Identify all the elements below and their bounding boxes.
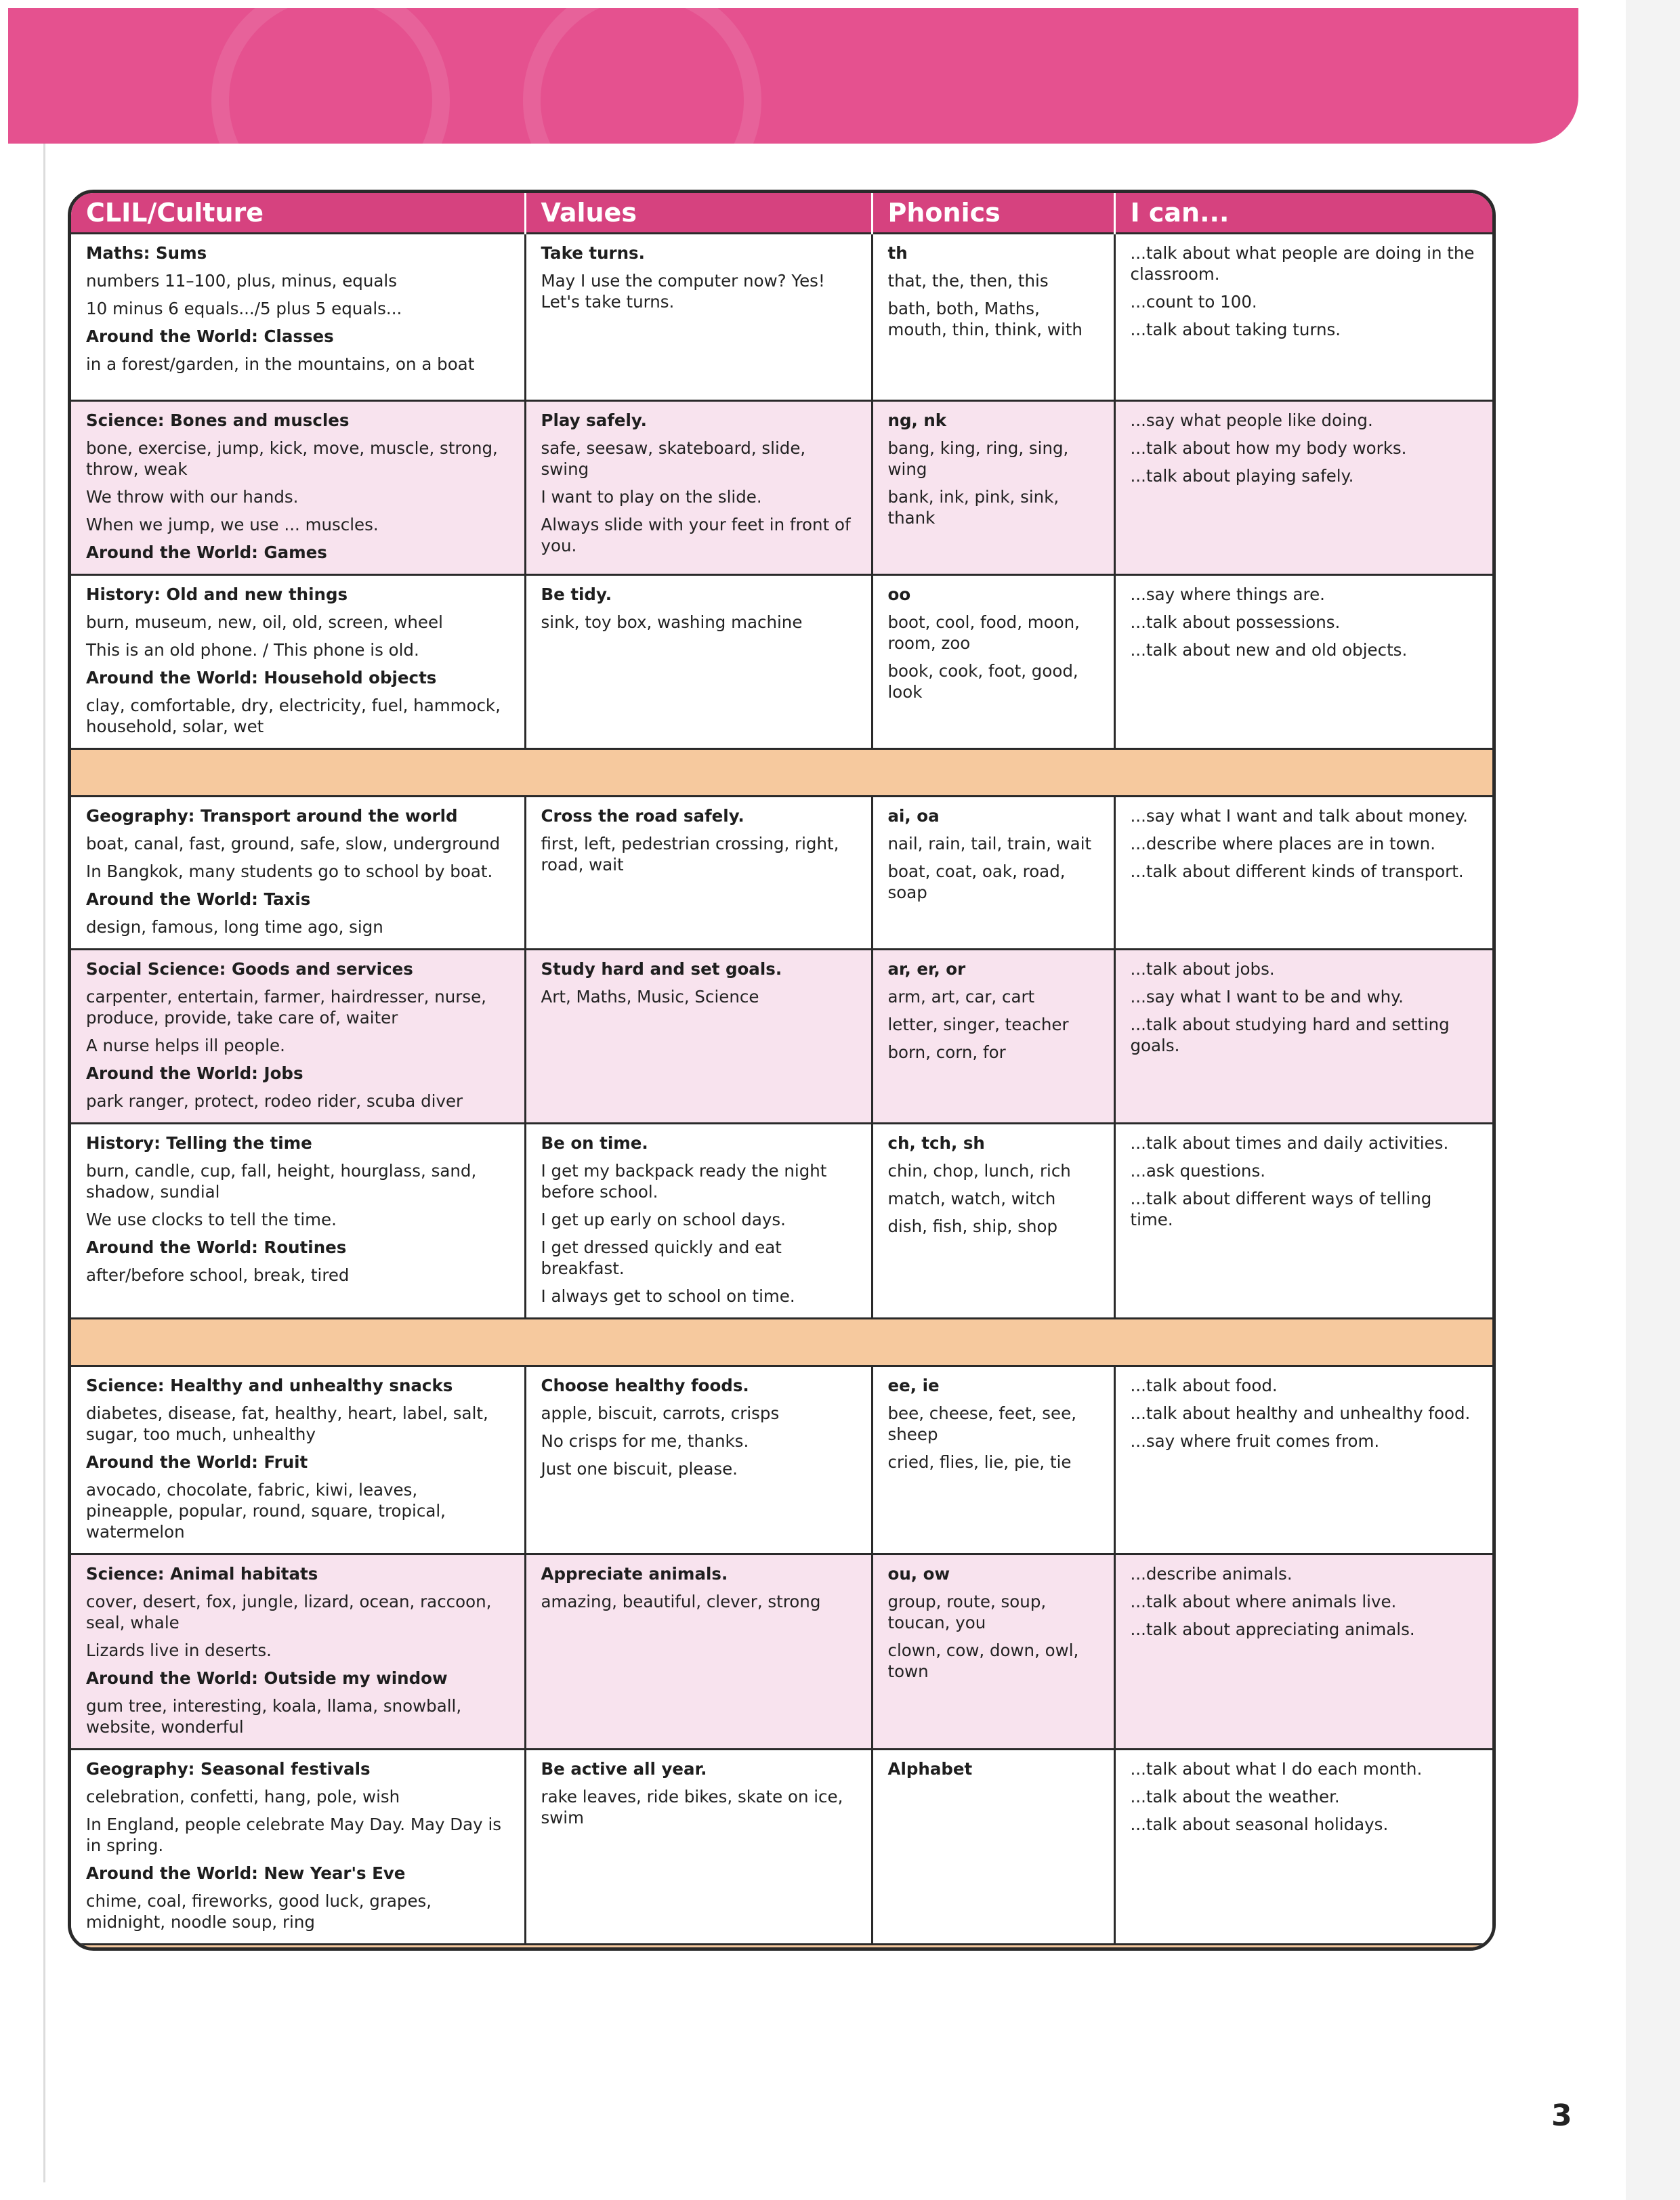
value-line: Just one biscuit, please. <box>541 1459 738 1479</box>
value-title: Take turns. <box>541 243 645 263</box>
around-the-world-title: Around the World: Jobs <box>86 1063 303 1083</box>
clil-vocabulary-line: When we jump, we use ... muscles. <box>86 515 379 534</box>
clil-topic-title: History: Old and new things <box>86 585 348 604</box>
divider-cell <box>71 1319 1492 1366</box>
clil-culture-cell <box>71 401 525 575</box>
i-can-statement: ...describe animals. <box>1130 1564 1293 1584</box>
phonics-words: cried, flies, lie, pie, tie <box>887 1452 1072 1472</box>
value-line: safe, seesaw, skateboard, slide, swing <box>541 438 806 479</box>
unit-row <box>71 1124 1492 1319</box>
values-cell <box>525 1124 872 1319</box>
clil-vocabulary-line: A nurse helps ill people. <box>86 1036 285 1055</box>
section-divider-band <box>71 1945 1492 1951</box>
i-can-cell <box>1114 950 1492 1124</box>
phonics-words: arm, art, car, cart <box>887 987 1035 1007</box>
value-line: first, left, pedestrian crossing, right, road, wait <box>541 834 839 874</box>
i-can-statement: ...say where things are. <box>1130 585 1325 604</box>
phonics-words: match, watch, witch <box>887 1189 1056 1208</box>
column-header-i-can: I can... <box>1114 193 1492 234</box>
phonics-words: boat, coat, oak, road, soap <box>887 862 1066 902</box>
section-divider-band <box>71 1319 1492 1366</box>
clil-vocabulary-line: burn, candle, cup, fall, height, hourglass, sand, shadow, sundial <box>86 1161 477 1202</box>
phonics-words: clown, cow, down, owl, town <box>887 1641 1079 1681</box>
clil-vocabulary-line: boat, canal, fast, ground, safe, slow, underground <box>86 834 501 853</box>
i-can-statement: ...talk about appreciating animals. <box>1130 1620 1415 1639</box>
clil-vocabulary-line: This is an old phone. / This phone is old. <box>86 640 419 660</box>
clil-vocabulary-line: 10 minus 6 equals.../5 plus 5 equals... <box>86 299 402 318</box>
column-header-values: Values <box>525 193 872 234</box>
i-can-statement: ...count to 100. <box>1130 292 1257 312</box>
i-can-statement: ...talk about playing safely. <box>1130 466 1354 486</box>
i-can-statement: ...talk about what I do each month. <box>1130 1759 1423 1779</box>
value-title: Be on time. <box>541 1133 648 1153</box>
phonics-cell <box>872 1554 1114 1750</box>
around-the-world-line: park ranger, protect, rodeo rider, scuba diver <box>86 1091 463 1111</box>
clil-topic-title: Geography: Seasonal festivals <box>86 1759 371 1779</box>
phonics-sound: ch, tch, sh <box>887 1133 985 1153</box>
phonics-sound: ng, nk <box>887 410 947 430</box>
i-can-statement: ...talk about different kinds of transport. <box>1130 862 1464 881</box>
value-line: I want to play on the slide. <box>541 487 762 507</box>
value-line: apple, biscuit, carrots, crisps <box>541 1403 780 1423</box>
banner-globe-decoration <box>523 0 761 219</box>
phonics-words: bee, cheese, feet, see, sheep <box>887 1403 1076 1444</box>
i-can-cell <box>1114 234 1492 401</box>
clil-topic-title: Science: Animal habitats <box>86 1564 318 1584</box>
value-line: Art, Maths, Music, Science <box>541 987 759 1007</box>
around-the-world-title: Around the World: New Year's Eve <box>86 1863 406 1883</box>
value-line: I get up early on school days. <box>541 1210 786 1229</box>
i-can-cell <box>1114 401 1492 575</box>
i-can-statement: ...talk about where animals live. <box>1130 1592 1397 1611</box>
clil-vocabulary-line: We use clocks to tell the time. <box>86 1210 337 1229</box>
clil-topic-title: Science: Healthy and unhealthy snacks <box>86 1376 453 1395</box>
value-line: amazing, beautiful, clever, strong <box>541 1592 821 1611</box>
i-can-statement: ...talk about possessions. <box>1130 612 1341 632</box>
phonics-words: boot, cool, food, moon, room, zoo <box>887 612 1080 653</box>
value-title: Cross the road safely. <box>541 806 744 826</box>
page-left-edge <box>43 144 45 2182</box>
value-title: Be active all year. <box>541 1759 707 1779</box>
column-header-clil: CLIL/Culture <box>71 193 525 234</box>
i-can-statement: ...talk about the weather. <box>1130 1787 1340 1806</box>
value-line: rake leaves, ride bikes, skate on ice, swim <box>541 1787 843 1827</box>
value-title: Be tidy. <box>541 585 612 604</box>
clil-vocabulary-line: carpenter, entertain, farmer, hairdresser, nurse, produce, provide, take care of, waiter <box>86 987 486 1028</box>
phonics-cell <box>872 401 1114 575</box>
unit-row <box>71 234 1492 401</box>
values-cell <box>525 797 872 950</box>
clil-vocabulary-line: Lizards live in deserts. <box>86 1641 272 1660</box>
clil-vocabulary-line: In England, people celebrate May Day. May Day is in spring. <box>86 1815 502 1855</box>
around-the-world-line: in a forest/garden, in the mountains, on a boat <box>86 354 475 374</box>
i-can-statement: ...talk about food. <box>1130 1376 1278 1395</box>
clil-vocabulary-line: diabetes, disease, fat, healthy, heart, label, salt, sugar, too much, unhealthy <box>86 1403 488 1444</box>
i-can-cell <box>1114 1124 1492 1319</box>
unit-row <box>71 401 1492 575</box>
phonics-sound: ou, ow <box>887 1564 950 1584</box>
value-line: No crisps for me, thanks. <box>541 1431 749 1451</box>
i-can-statement: ...ask questions. <box>1130 1161 1266 1181</box>
phonics-words: group, route, soup, toucan, you <box>887 1592 1047 1632</box>
phonics-words: that, the, then, this <box>887 271 1049 291</box>
phonics-words: nail, rain, tail, train, wait <box>887 834 1092 853</box>
clil-vocabulary-line: cover, desert, fox, jungle, lizard, ocean, raccoon, seal, whale <box>86 1592 492 1632</box>
values-cell <box>525 1554 872 1750</box>
phonics-words: dish, fish, ship, shop <box>887 1217 1058 1236</box>
around-the-world-line: design, famous, long time ago, sign <box>86 917 383 937</box>
phonics-sound: th <box>887 243 908 263</box>
i-can-statement: ...talk about seasonal holidays. <box>1130 1815 1389 1834</box>
banner-globe-decoration <box>211 0 450 219</box>
around-the-world-title: Around the World: Household objects <box>86 668 437 688</box>
i-can-statement: ...say what people like doing. <box>1130 410 1373 430</box>
phonics-cell <box>872 1750 1114 1945</box>
value-line: I get my backpack ready the night before school. <box>541 1161 827 1202</box>
unit-row <box>71 950 1492 1124</box>
i-can-cell <box>1114 1554 1492 1750</box>
divider-cell <box>71 1945 1492 1951</box>
value-title: Study hard and set goals. <box>541 959 782 979</box>
phonics-sound: ee, ie <box>887 1376 940 1395</box>
around-the-world-title: Around the World: Games <box>86 543 327 562</box>
page-right-shadow <box>1626 0 1680 2200</box>
i-can-cell <box>1114 1366 1492 1554</box>
value-line: I get dressed quickly and eat breakfast. <box>541 1238 782 1278</box>
phonics-words: book, cook, foot, good, look <box>887 661 1078 702</box>
clil-vocabulary-line: We throw with our hands. <box>86 487 299 507</box>
clil-vocabulary-line: bone, exercise, jump, kick, move, muscle, strong, throw, weak <box>86 438 498 479</box>
column-header-phonics: Phonics <box>872 193 1114 234</box>
phonics-cell <box>872 797 1114 950</box>
unit-row <box>71 1750 1492 1945</box>
clil-topic-title: Social Science: Goods and services <box>86 959 413 979</box>
clil-vocabulary-line: In Bangkok, many students go to school by boat. <box>86 862 493 881</box>
around-the-world-line: after/before school, break, tired <box>86 1265 350 1285</box>
table-body <box>71 234 1492 1951</box>
phonics-words: chin, chop, lunch, rich <box>887 1161 1071 1181</box>
value-title: Play safely. <box>541 410 647 430</box>
unit-row <box>71 797 1492 950</box>
i-can-statement: ...talk about what people are doing in the classroom. <box>1130 243 1475 284</box>
phonics-sound: ar, er, or <box>887 959 966 979</box>
value-line: Always slide with your feet in front of you. <box>541 515 851 555</box>
phonics-words: born, corn, for <box>887 1042 1006 1062</box>
phonics-words: bank, ink, pink, sink, thank <box>887 487 1059 528</box>
i-can-statement: ...describe where places are in town. <box>1130 834 1435 853</box>
i-can-cell <box>1114 575 1492 749</box>
clil-vocabulary-line: celebration, confetti, hang, pole, wish <box>86 1787 400 1806</box>
clil-topic-title: History: Telling the time <box>86 1133 312 1153</box>
value-line: sink, toy box, washing machine <box>541 612 803 632</box>
clil-culture-cell <box>71 1554 525 1750</box>
around-the-world-title: Around the World: Taxis <box>86 889 311 909</box>
table-header-row <box>71 193 1492 234</box>
i-can-statement: ...talk about times and daily activities. <box>1130 1133 1449 1153</box>
phonics-cell <box>872 575 1114 749</box>
around-the-world-line: chime, coal, fireworks, good luck, grapes, midnight, noodle soup, ring <box>86 1891 432 1932</box>
clil-culture-cell <box>71 950 525 1124</box>
clil-culture-cell <box>71 797 525 950</box>
i-can-cell <box>1114 1750 1492 1945</box>
around-the-world-line: clay, comfortable, dry, electricity, fuel, hammock, household, solar, wet <box>86 696 501 736</box>
values-cell <box>525 1366 872 1554</box>
i-can-statement: ...say what I want to be and why. <box>1130 987 1404 1007</box>
clil-culture-cell <box>71 1124 525 1319</box>
phonics-cell <box>872 1124 1114 1319</box>
i-can-statement: ...talk about how my body works. <box>1130 438 1407 458</box>
divider-cell <box>71 749 1492 797</box>
values-cell <box>525 1750 872 1945</box>
values-cell <box>525 575 872 749</box>
clil-culture-cell <box>71 234 525 401</box>
values-cell <box>525 234 872 401</box>
clil-vocabulary-line: numbers 11–100, plus, minus, equals <box>86 271 397 291</box>
clil-topic-title: Science: Bones and muscles <box>86 410 350 430</box>
around-the-world-line: avocado, chocolate, fabric, kiwi, leaves, pineapple, popular, round, square, tropical, watermelon <box>86 1480 446 1542</box>
phonics-words: bang, king, ring, sing, wing <box>887 438 1069 479</box>
i-can-statement: ...say where fruit comes from. <box>1130 1431 1380 1451</box>
phonics-cell <box>872 1366 1114 1554</box>
i-can-cell <box>1114 797 1492 950</box>
values-cell <box>525 401 872 575</box>
value-title: Choose healthy foods. <box>541 1376 749 1395</box>
around-the-world-title: Around the World: Classes <box>86 326 334 346</box>
values-cell <box>525 950 872 1124</box>
clil-topic-title: Maths: Sums <box>86 243 207 263</box>
top-banner <box>8 8 1578 144</box>
value-line: I always get to school on time. <box>541 1286 795 1306</box>
phonics-words: letter, singer, teacher <box>887 1015 1069 1034</box>
value-line: May I use the computer now? Yes! Let's take turns. <box>541 271 825 312</box>
phonics-sound: ai, oa <box>887 806 940 826</box>
clil-topic-title: Geography: Transport around the world <box>86 806 458 826</box>
i-can-statement: ...talk about studying hard and setting goals. <box>1130 1015 1450 1055</box>
phonics-cell <box>872 950 1114 1124</box>
i-can-statement: ...talk about healthy and unhealthy food. <box>1130 1403 1471 1423</box>
i-can-statement: ...talk about taking turns. <box>1130 320 1341 339</box>
i-can-statement: ...talk about new and old objects. <box>1130 640 1408 660</box>
around-the-world-title: Around the World: Outside my window <box>86 1668 448 1688</box>
clil-culture-cell <box>71 575 525 749</box>
unit-row <box>71 575 1492 749</box>
phonics-words: bath, both, Maths, mouth, thin, think, with <box>887 299 1083 339</box>
i-can-statement: ...talk about different ways of telling time. <box>1130 1189 1432 1229</box>
clil-culture-cell <box>71 1750 525 1945</box>
value-title: Appreciate animals. <box>541 1564 728 1584</box>
syllabus-table-panel <box>68 190 1496 1951</box>
around-the-world-title: Around the World: Fruit <box>86 1452 308 1472</box>
section-divider-band <box>71 749 1492 797</box>
clil-culture-cell <box>71 1366 525 1554</box>
unit-row <box>71 1366 1492 1554</box>
around-the-world-title: Around the World: Routines <box>86 1238 347 1257</box>
phonics-cell <box>872 234 1114 401</box>
phonics-sound: Alphabet <box>887 1759 973 1779</box>
syllabus-table <box>71 193 1492 1951</box>
i-can-statement: ...talk about jobs. <box>1130 959 1275 979</box>
clil-vocabulary-line: burn, museum, new, oil, old, screen, wheel <box>86 612 443 632</box>
unit-row <box>71 1554 1492 1750</box>
page-number: 3 <box>1551 2098 1572 2133</box>
i-can-statement: ...say what I want and talk about money. <box>1130 806 1468 826</box>
phonics-sound: oo <box>887 585 911 604</box>
around-the-world-line: gum tree, interesting, koala, llama, snowball, website, wonderful <box>86 1696 462 1737</box>
